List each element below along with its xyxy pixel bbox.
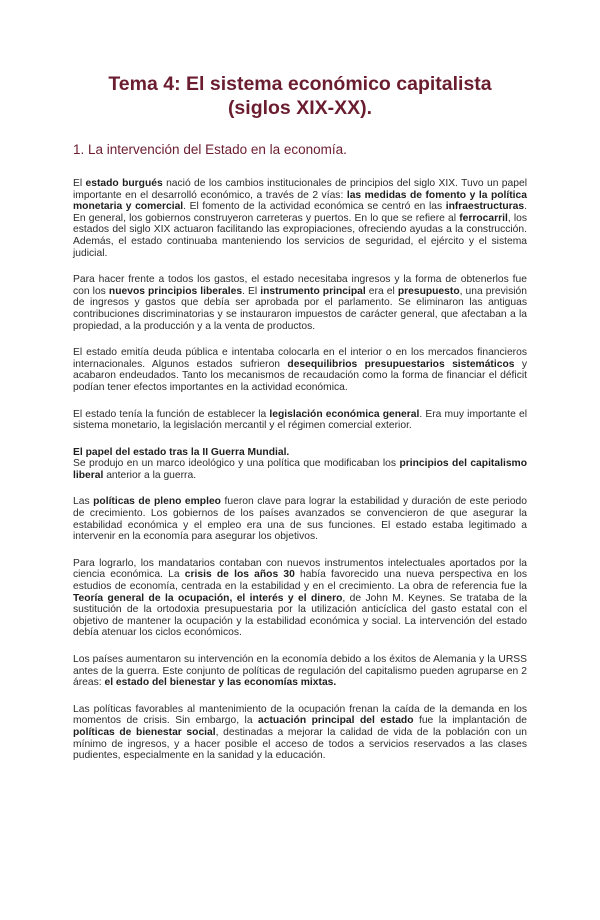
paragraph-pleno-empleo: Las políticas de pleno empleo fueron clave para lograr la estabilidad y duración de este periodo de crecimiento. Los gobiernos de los países avanzados se convencieron de que asegurar la estabilidad económica y el empleo era una de sus funciones. El estado estaba legitimado a intervenir en la economía para asegurar los objetivos. <box>73 496 527 543</box>
bold-term: desequilibrios presupuestarios sistemáticos <box>287 358 515 370</box>
paragraph-deuda-publica: El estado emitía deuda pública e intentaba colocarla en el interior o en los mercados financieros internacionales. Algunos estados sufrieron desequilibrios presupuestarios sistemáticos y acabaron endeudados. Tanto los mecanismos de recaudación como la forma de financiar el déficit podían tener efectos importantes en la actividad económica. <box>73 347 527 393</box>
section-heading: 1. La intervención del Estado en la economía. <box>73 142 347 157</box>
paragraph-bienestar: Las políticas favorables al mantenimiento de la ocupación frenan la caída de la demanda en los momentos de crisis. Sin embargo, la actuación principal del estado fue la implantación de políticas de bienestar social, destinadas a mejorar la calidad de vida de la población con un mínimo de ingresos, y a hacer posible el acceso de todos a servicios reservados a las clases pudientes, especialmente en la sanidad y la educación. <box>73 703 527 762</box>
bold-term: principios del capitalismo liberal <box>73 458 527 481</box>
bold-term: instrumento principal <box>260 285 366 297</box>
bold-term: infraestructuras <box>445 201 525 213</box>
bold-term: presupuesto <box>397 285 460 297</box>
title-line-1: Tema 4: El sistema económico capitalista <box>108 73 492 95</box>
paragraph-intervencion: Los países aumentaron su intervención en la economía debido a los éxitos de Alemania y la URSS antes de la guerra. Este conjunto de políticas de regulación del capitalismo pueden agruparse en 2 áreas: el estado del bienestar y las economías mixtas. <box>73 654 527 689</box>
document-page <box>0 72 600 920</box>
bold-term: el estado del bienestar y las economías mixtas. <box>104 677 337 689</box>
bold-term: Teoría general de la ocupación, el interés y el dinero <box>73 592 343 604</box>
paragraph-legislacion: El estado tenía la función de establecer la legislación económica general. Era muy importante el sistema monetario, la legislación mercantil y el régimen comercial exterior. <box>73 408 527 432</box>
paragraph-marco-ideologico: Se produjo en un marco ideológico y una política que modificaban los principios del capitalismo liberal anterior a la guerra. <box>73 458 527 481</box>
paragraph-estado-burgues: El estado burgués nació de los cambios institucionales de principios del siglo XIX. Tuvo un papel importante en el desarrolló económico, a través de 2 vías: las medidas de fomento y la política monetaria y comercial. El fomento de la actividad económica se centró en las infraestructuras. En general, los gobiernos construyeron carreteras y puertos. En lo que se refiere al ferrocarril, los estados del siglo XIX actuaron facilitando las expropiaciones, ofreciendo ayudas a la construcción. Además, el estado continuaba manteniendo los servicios de seguridad, el ejército y el sistema judicial. <box>73 178 528 259</box>
bold-term: políticas de bienestar social <box>73 726 216 738</box>
paragraph-gastos-ingresos: Para hacer frente a todos los gastos, el estado necesitaba ingresos y la forma de obtenerlos fue con los nuevos principios liberales. El instrumento principal era el presupuesto, una previsión de ingresos y gastos que debía ser aprobada por el parlamento. Se eliminaron las antiguas contribuciones discriminatorias y se instauraron impuestos de carácter general, que afectaban a la propiedad, a la producción y a la venta de productos. <box>73 274 527 332</box>
title-line-2: (siglos XIX-XX). <box>227 97 373 119</box>
bold-term: nuevos principios liberales <box>108 285 243 297</box>
bold-term: crisis de los años 30 <box>184 569 295 581</box>
page-title <box>73 72 527 120</box>
bold-term: políticas de pleno empleo <box>93 496 221 508</box>
bold-term: actuación principal del estado <box>258 715 414 727</box>
bold-term: las medidas de fomento y la política monetaria y comercial <box>73 189 527 213</box>
paragraph-keynes: Para lograrlo, los mandatarios contaban con nuevos instrumentos intelectuales aportados por la ciencia económica. La crisis de los años 30 había favorecido una nueva perspectiva en los estudios de economía, centrada en la estabilidad y en el crecimiento. La obra de referencia fue la Teoría general de la ocupación, el interés y el dinero, de John M. Keynes. Se trataba de la sustitución de la ortodoxia presupuestaria por la utilización anticíclica del gasto estatal con el objetivo de mantener la ocupación y la estabilidad económica y social. La intervención del estado debía atenuar los ciclos económicos. <box>73 557 528 639</box>
bold-term: legislación económica general <box>269 408 420 420</box>
subheading-postguerra: El papel del estado tras la II Guerra Mundial. <box>73 446 290 458</box>
bold-term: estado burgués <box>85 178 163 189</box>
bold-term: ferrocarril <box>459 212 508 224</box>
